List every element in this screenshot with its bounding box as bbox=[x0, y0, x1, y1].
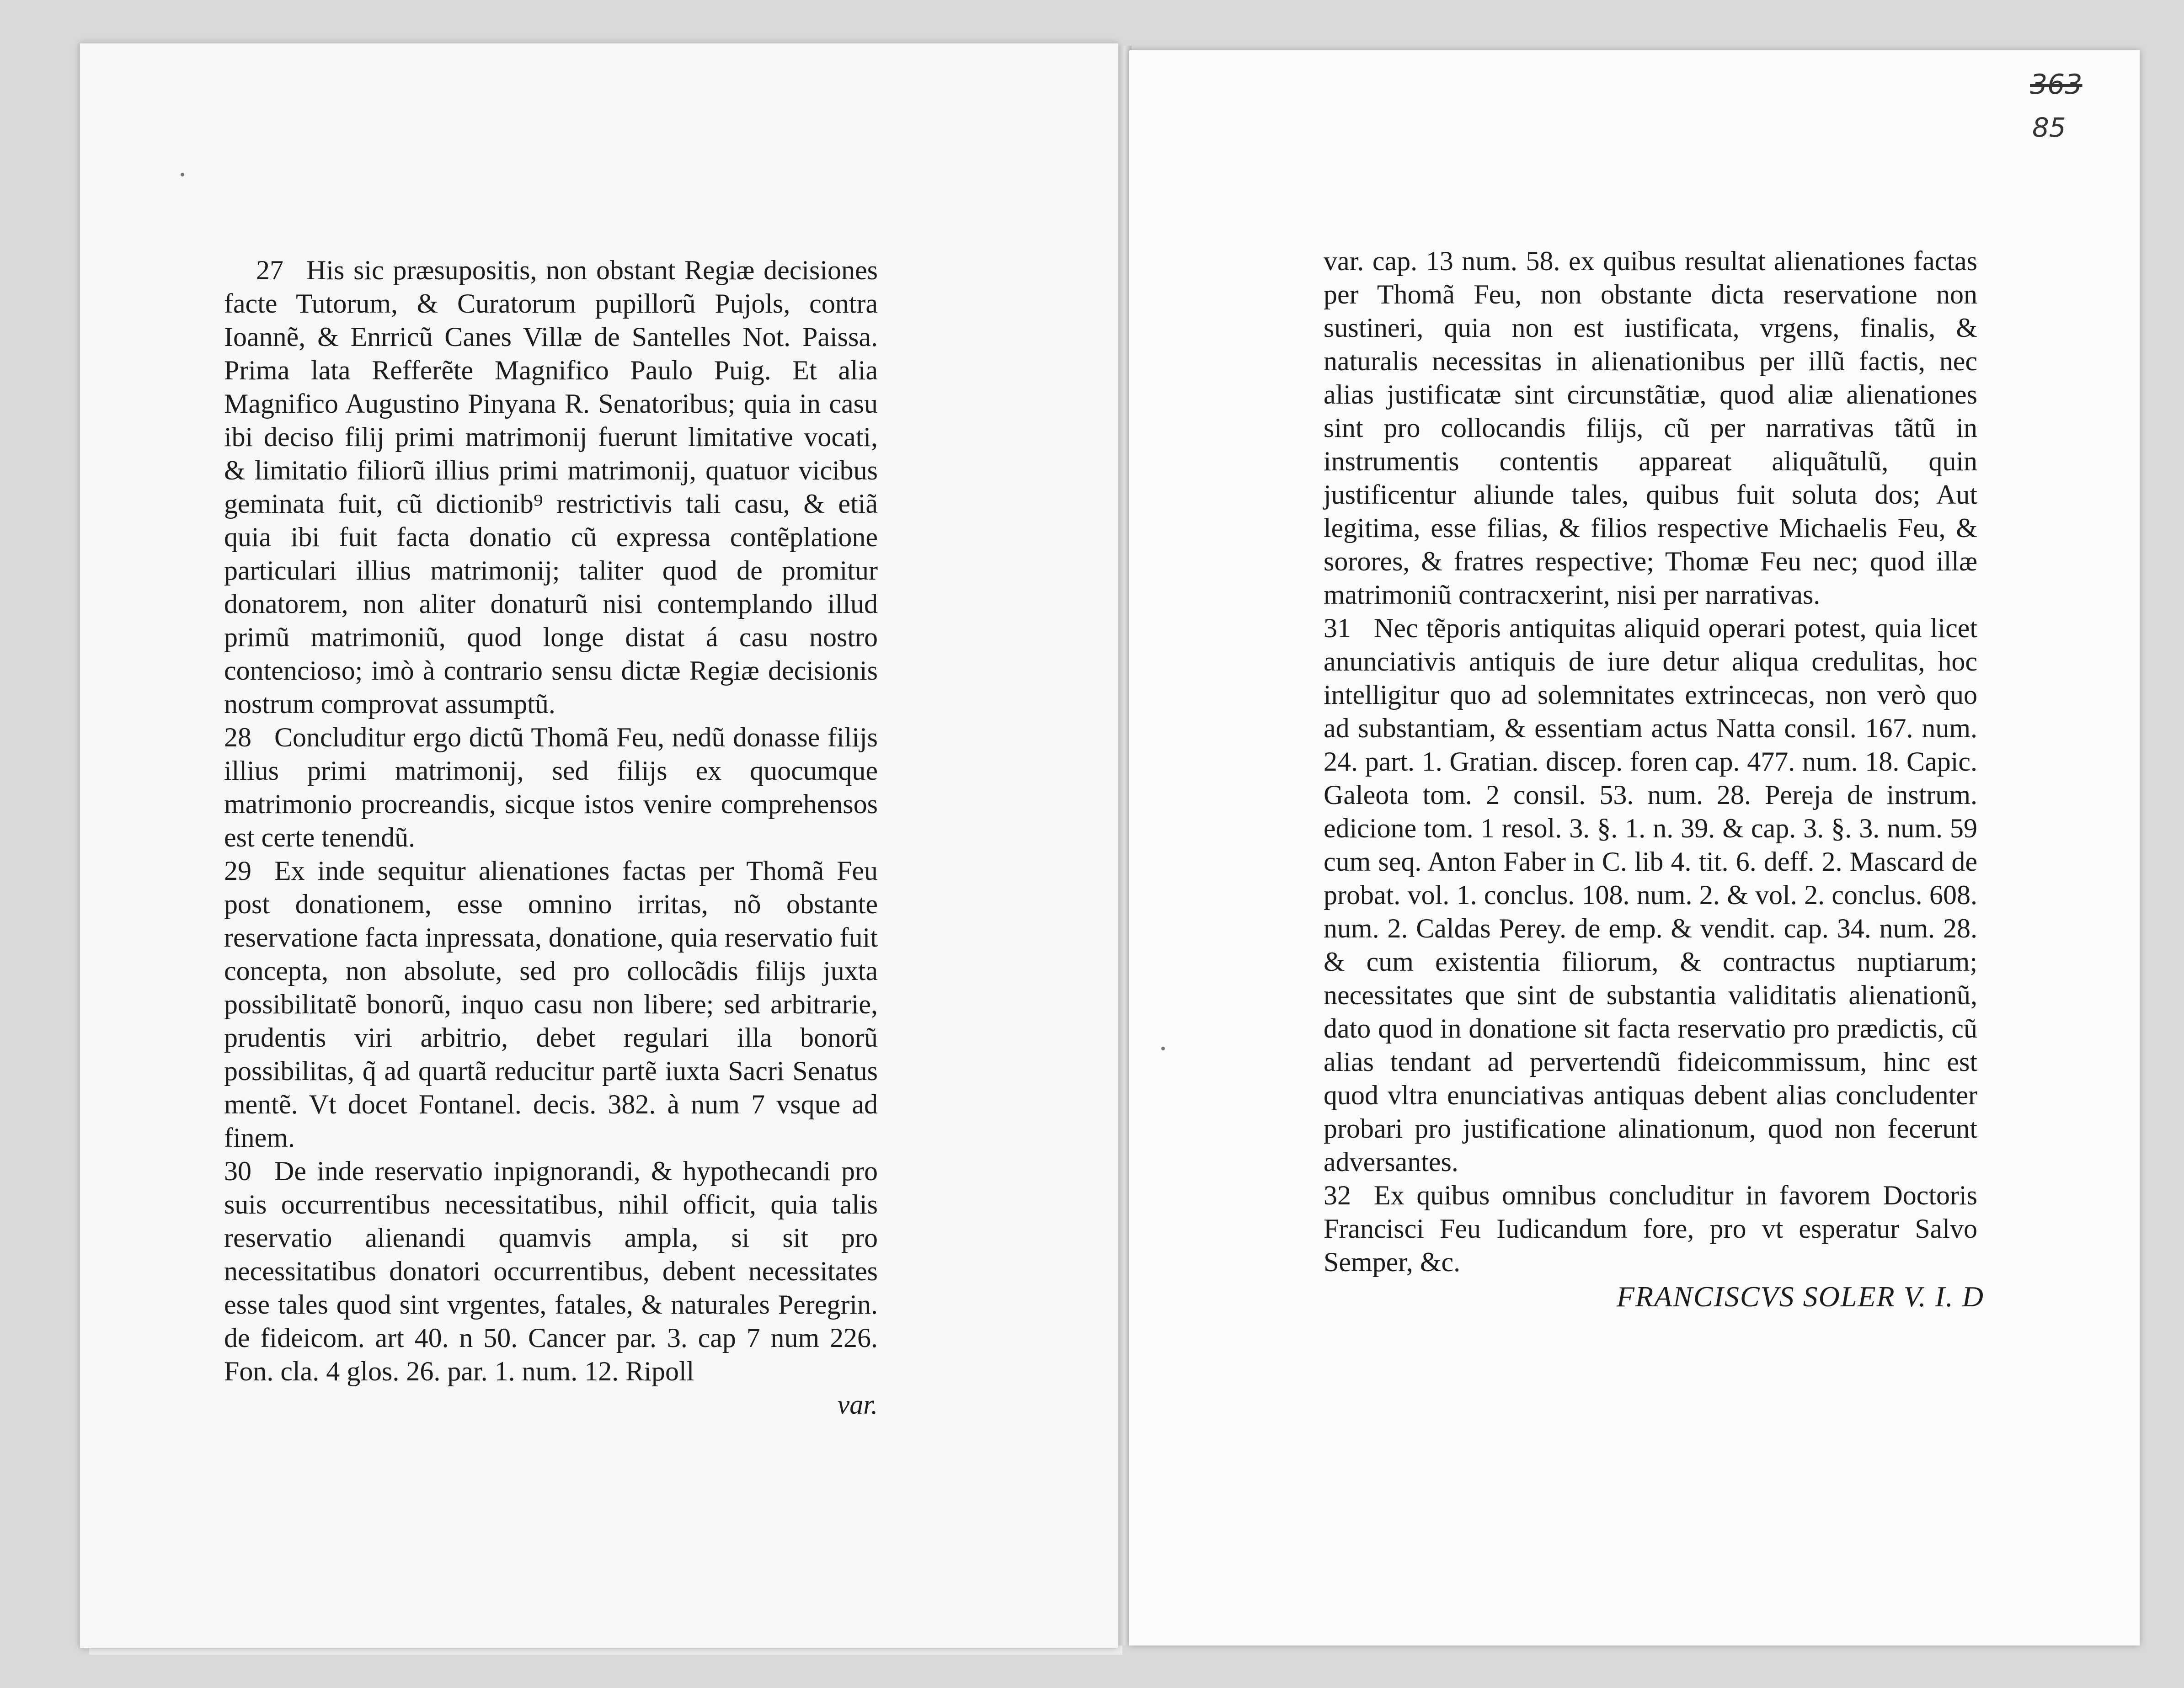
paragraph bbox=[224, 721, 878, 854]
paragraph-number: 30 bbox=[224, 1156, 251, 1186]
paragraph-number: 27 bbox=[256, 255, 283, 285]
paragraph-text: Ex quibus omnibus concluditur in favorem Doctoris Francisci Feu Iudicandum fore, pro vt esperatur Salvo Semper, &c. bbox=[1324, 1180, 1977, 1277]
paragraph-text: Concluditur ergo dictũ Thomã Feu, nedũ donasse filijs illius primi matrimonij, sed filijs ex quocumque matrimonio procreandis, sicque istos venire comprehensos est certe tenendũ. bbox=[224, 722, 878, 852]
paragraph-text: De inde reservatio inpignorandi, & hypothecandi pro suis occurrentibus necessitatibus, nihil officit, quia talis reservatio alienandi quamvis ampla, si sit pro necessitatibus donatori occurrentibus, debent necessitates esse tales quod sint vrgentes, fatales, & naturales Peregrin. de fideicom. art 40. n 50. Cancer par. 3. cap 7 num 226. Fon. cla. 4 glos. 26. par. 1. num. 12. Ripoll bbox=[224, 1156, 878, 1386]
ink-speck bbox=[181, 173, 184, 176]
paragraph-number: 29 bbox=[224, 856, 251, 886]
paragraph bbox=[1324, 245, 1977, 612]
paragraph-text: His sic præsupositis, non obstant Regiæ decisiones facte Tutorum, & Curatorum pupillorũ Pujols, contra Ioannẽ, & Enrricũ Canes Villæ de Santelles Not. Paissa. Prima lata Refferẽte Magnifico Paulo Puig. Et alia Magnifico Augustino Pinyana R. Senatoribus; quia in casu ibi deciso filij primi matrimonij fuerunt limitative vocati, & limitatio filiorũ illius primi matrimonij, quatuor vicibus geminata fuit, cũ dictionib⁹ restrictivis tali casu, & etiã quia ibi fuit facta donatio cũ expressa contẽplatione particulari illius matrimonij; taliter quod de promitur donatorem, non aliter donaturũ nisi contemplando illud primũ matrimoniũ, quod longe distat á casu nostro contencioso; imò à contrario sensu dictæ Regiæ decisionis nostrum comprovat assumptũ. bbox=[224, 255, 878, 719]
ink-speck bbox=[1161, 1047, 1165, 1050]
paragraph-text: var. cap. 13 num. 58. ex quibus resultat alienationes factas per Thomã Feu, non obstante dicta reservatione non sustineri, quia non est iustificata, vrgens, finalis, & naturalis necessitas in alienationibus per illũ factis, nec alias justificatæ sint circunstãtiæ, quod aliæ alienationes sint pro collocandis filijs, cũ per narrativas tãtũ in instrumentis contentis appareat aliquãtulũ, quin justificentur aliunde tales, quibus fuit soluta dos; Aut legitima, esse filias, & filios respective Michaelis Feu, & sorores, & fratres respective; Thomæ Feu nec; quod illæ matrimoniũ contracxerint, nisi per narrativas. bbox=[1324, 246, 1977, 610]
catchword: var. bbox=[837, 1390, 878, 1420]
paragraph-number: 28 bbox=[224, 722, 251, 752]
paragraph bbox=[1324, 1179, 1977, 1279]
left-text-column bbox=[224, 254, 878, 1422]
folio-new-number: 85 bbox=[2032, 112, 2066, 143]
paragraph-number: 32 bbox=[1324, 1180, 1351, 1210]
paragraph-number: 31 bbox=[1324, 613, 1351, 643]
paragraph-text: Nec tẽporis antiquitas aliquid operari potest, quia licet anunciativis antiquis de iure detur aliqua credulitas, hoc intelligitur quo ad solemnitates extrincecas, non verò quo ad substantiam, & essentiam actus Natta consil. 167. num. 24. part. 1. Gratian. discep. foren cap. 477. num. 18. Capic. Galeota tom. 2 consil. 53. num. 28. Pereja de instrum. edicione tom. 1 resol. 3. §. 1. n. 39. & cap. 3. §. 3. num. 59 cum seq. Anton Faber in C. lib 4. tit. 6. deff. 2. Mascard de probat. vol. 1. conclus. 108. num. 2. & vol. 2. conclus. 608. num. 2. Caldas Perey. de emp. & vendit. cap. 34. num. 28. & cum existentia filiorum, & contractus nuptiarum; necessitates que sint de substantia validitatis alienationũ, dato quod in donatione sit facta reservatio pro prædictis, cũ alias tendant ad pervertendũ fideicommissum, hinc est quod vltra enunciativas antiquas debent alias concludenter probari pro justificatione alinationum, quod non fecerunt adversantes. bbox=[1324, 613, 1977, 1177]
right-text-column bbox=[1324, 245, 1977, 1279]
paragraph bbox=[224, 1155, 878, 1388]
author-signature: FRANCISCVS SOLER V. I. D bbox=[1616, 1280, 1984, 1313]
paragraph-text: Ex inde sequitur alienationes factas per Thomã Feu post donationem, esse omnino irritas, nõ obstante reservatione facta inpressata, donatione, quia reservatio fuit concepta, non absolute, sed pro collocãdis filijs juxta possibilitatẽ bonorũ, inquo casu non libere; sed arbitrarie, prudentis viri arbitrio, debet regulari illa bonorũ possibilitas, q̃ ad quartã reducitur partẽ iuxta Sacri Senatus mentẽ. Vt docet Fontanel. decis. 382. à num 7 vsque ad finem. bbox=[224, 856, 878, 1153]
folio-old-number: 363 bbox=[2030, 69, 2083, 101]
paragraph bbox=[1324, 612, 1977, 1179]
paragraph bbox=[224, 254, 878, 721]
paragraph bbox=[224, 854, 878, 1155]
